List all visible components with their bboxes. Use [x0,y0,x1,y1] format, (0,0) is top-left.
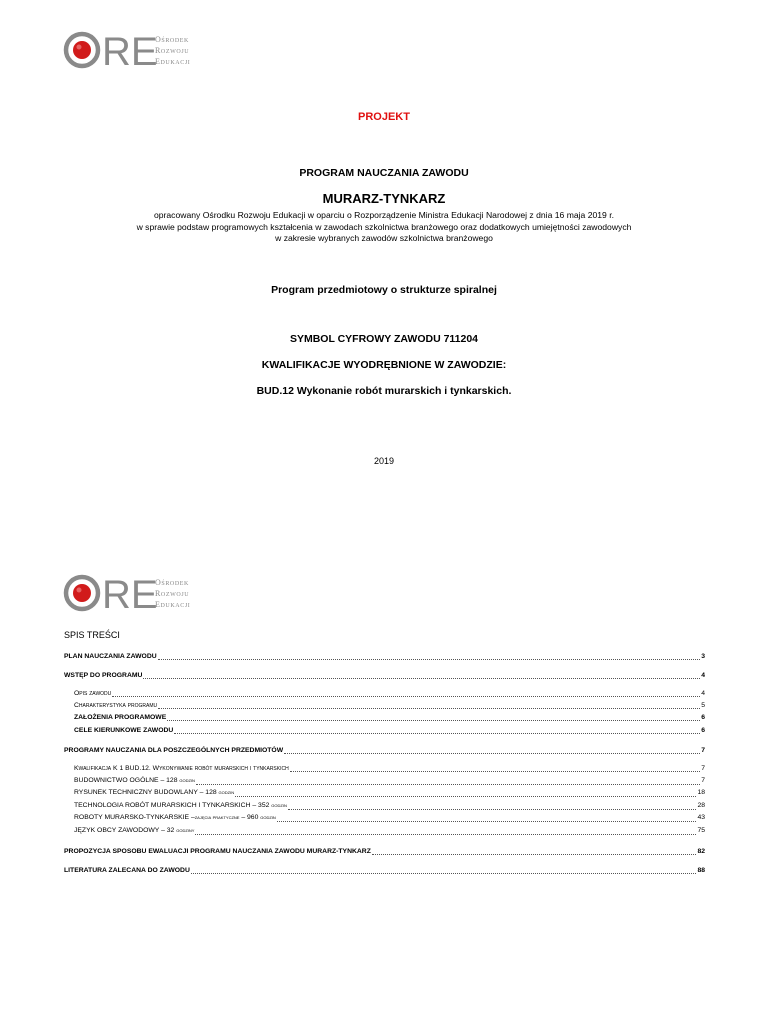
toc-entry[interactable] [74,813,705,823]
toc-leader [195,828,696,835]
qualification: BUD.12 Wykonanie robót murarskich i tynkarskich. [256,385,512,397]
toc-leader [288,803,697,810]
toc-leader [167,714,700,721]
toc-entry-page: 6 [701,714,705,721]
toc-leader [191,867,697,874]
logo-line-1: Ośrodek [155,577,189,587]
toc-entry-page: 82 [697,848,705,855]
main-title: MURARZ-TYNKARZ [322,191,446,206]
toc-entry[interactable] [74,764,705,773]
toc-leader [277,815,697,822]
toc-heading: SPIS TREŚCI [64,630,120,640]
toc-entry-text: TECHNOLOGIA ROBÓT MURARSKICH I TYNKARSKICH – 352 [74,802,270,809]
svg-text:RE: RE [102,573,158,617]
toc-entry-text-2: – 960 [239,814,259,821]
toc-entry-page: 4 [701,690,705,697]
toc-entry-unit: godzin [271,803,287,809]
toc-entry[interactable] [74,726,705,735]
toc-entry-title [74,788,234,798]
toc-leader [290,765,701,772]
symbol-code: SYMBOL CYFROWY ZAWODU 711204 [289,333,479,345]
toc-entry-title: PROGRAMY NAUCZANIA DLA POSZCZEGÓLNYCH PRZEDMIOTÓW [64,747,284,754]
program-type: Program przedmiotowy o strukturze spiralnej [271,284,497,296]
description-line: opracowany Ośrodku Rozwoju Edukacji w oparciu o Rozporządzenie Ministra Edukacji Narodowej z dnia 16 maja 2019 r. [153,210,614,220]
toc-entry-unit-2: godzin [260,815,276,821]
toc-entry-title: PLAN NAUCZANIA ZAWODU [64,653,157,660]
program-title: PROGRAM NAUCZANIA ZAWODU [299,167,469,179]
toc-entry-title [74,813,276,823]
toc-entry-page: 18 [697,789,705,796]
projekt-label: PROJEKT [358,111,410,123]
logo-line-1: Ośrodek [155,34,189,44]
toc-entry-text: JĘZYK OBCY ZAWODOWY – 32 [74,827,175,834]
toc-entry[interactable] [64,866,705,875]
year: 2019 [373,456,395,466]
toc-entry-unit: godzin [179,778,195,784]
toc-leader [235,790,696,797]
logo-line-2: Rozwoju [155,588,190,598]
toc-entry[interactable] [64,671,705,680]
toc-entry[interactable] [64,746,705,755]
qualifications-heading: KWALIFIKACJE WYODRĘBNIONE W ZAWODZIE: [261,359,507,371]
toc-entry-page: 75 [697,827,705,834]
toc-entry-title [74,776,195,786]
toc-entry-title: Charakterystyka programu [74,702,158,709]
toc-entry-title [74,826,194,836]
description-line: w sprawie podstaw programowych kształcenia w zawodach szkolnictwa branżowego oraz dodatkowych umiejętności zawodowych [136,221,632,232]
toc-entry-text: ROBOTY MURARSKO-TYNKARSKIE – [74,814,195,821]
toc-entry-page: 6 [701,727,705,734]
toc-leader [174,727,700,734]
toc-entry-page: 7 [701,765,705,772]
toc-leader [143,672,700,679]
toc-entry-title: LITERATURA ZALECANA DO ZAWODU [64,867,190,874]
toc-entry-title: Opis zawodu [74,690,112,697]
toc-leader [158,653,701,660]
toc-entry-text: BUDOWNICTWO OGÓLNE – 128 [74,777,178,784]
toc-entry-unit: godzin [218,790,235,796]
toc-entry-page: 7 [701,747,705,754]
toc-entry-title: Kwalifikacja K 1 BUD.12. Wykonywanie robót murarskich i tynkarskich [74,765,289,772]
svg-text:RE: RE [102,30,158,74]
toc-entry-text: RYSUNEK TECHNICZNY BUDOWLANY – 128 [74,789,217,796]
toc-entry[interactable] [74,689,705,698]
toc-entry-page: 7 [701,777,705,784]
toc-entry-unit: godziny [176,828,195,834]
ore-logo [63,573,191,617]
toc-entry-title: PROPOZYCJA SPOSOBU EWALUACJI PROGRAMU NAUCZANIA ZAWODU MURARZ-TYNKARZ [64,848,371,855]
logo-line-2: Rozwoju [155,45,190,55]
toc-entry[interactable] [74,701,705,710]
toc-entry-page: 5 [701,702,705,709]
toc-leader [196,778,700,785]
toc-leader [112,690,700,697]
toc-entry[interactable] [74,713,705,722]
toc-entry[interactable] [74,788,705,798]
toc-entry[interactable] [74,801,705,811]
logo-line-3: Edukacji [155,599,191,609]
toc-entry[interactable] [64,652,705,661]
toc-entry-page: 3 [701,653,705,660]
toc-entry-page: 88 [697,867,705,874]
toc-leader [158,702,700,709]
ore-logo-mark [63,573,158,617]
description-line: w zakresie wybranych zawodów szkolnictwa branżowego [275,233,493,243]
toc-entry-page: 43 [697,814,705,821]
toc-leader [284,747,700,754]
toc-entry-page: 4 [701,672,705,679]
description [0,210,768,245]
toc-entry[interactable] [64,847,705,856]
toc-entry-page: 28 [697,802,705,809]
ore-logo-mark [63,30,158,74]
toc-entry[interactable] [74,776,705,786]
toc-leader [372,848,697,855]
toc-entry-title [74,801,287,811]
toc-entry-unit: zajęcia praktyczne [194,815,240,821]
toc-entry[interactable] [74,826,705,836]
logo-line-3: Edukacji [155,56,191,66]
ore-logo [63,30,191,74]
toc-entry-title: WSTĘP DO PROGRAMU [64,672,143,679]
toc-entry-title: ZAŁOŻENIA PROGRAMOWE [74,714,167,721]
toc-entry-title: CELE KIERUNKOWE ZAWODU [74,727,174,734]
